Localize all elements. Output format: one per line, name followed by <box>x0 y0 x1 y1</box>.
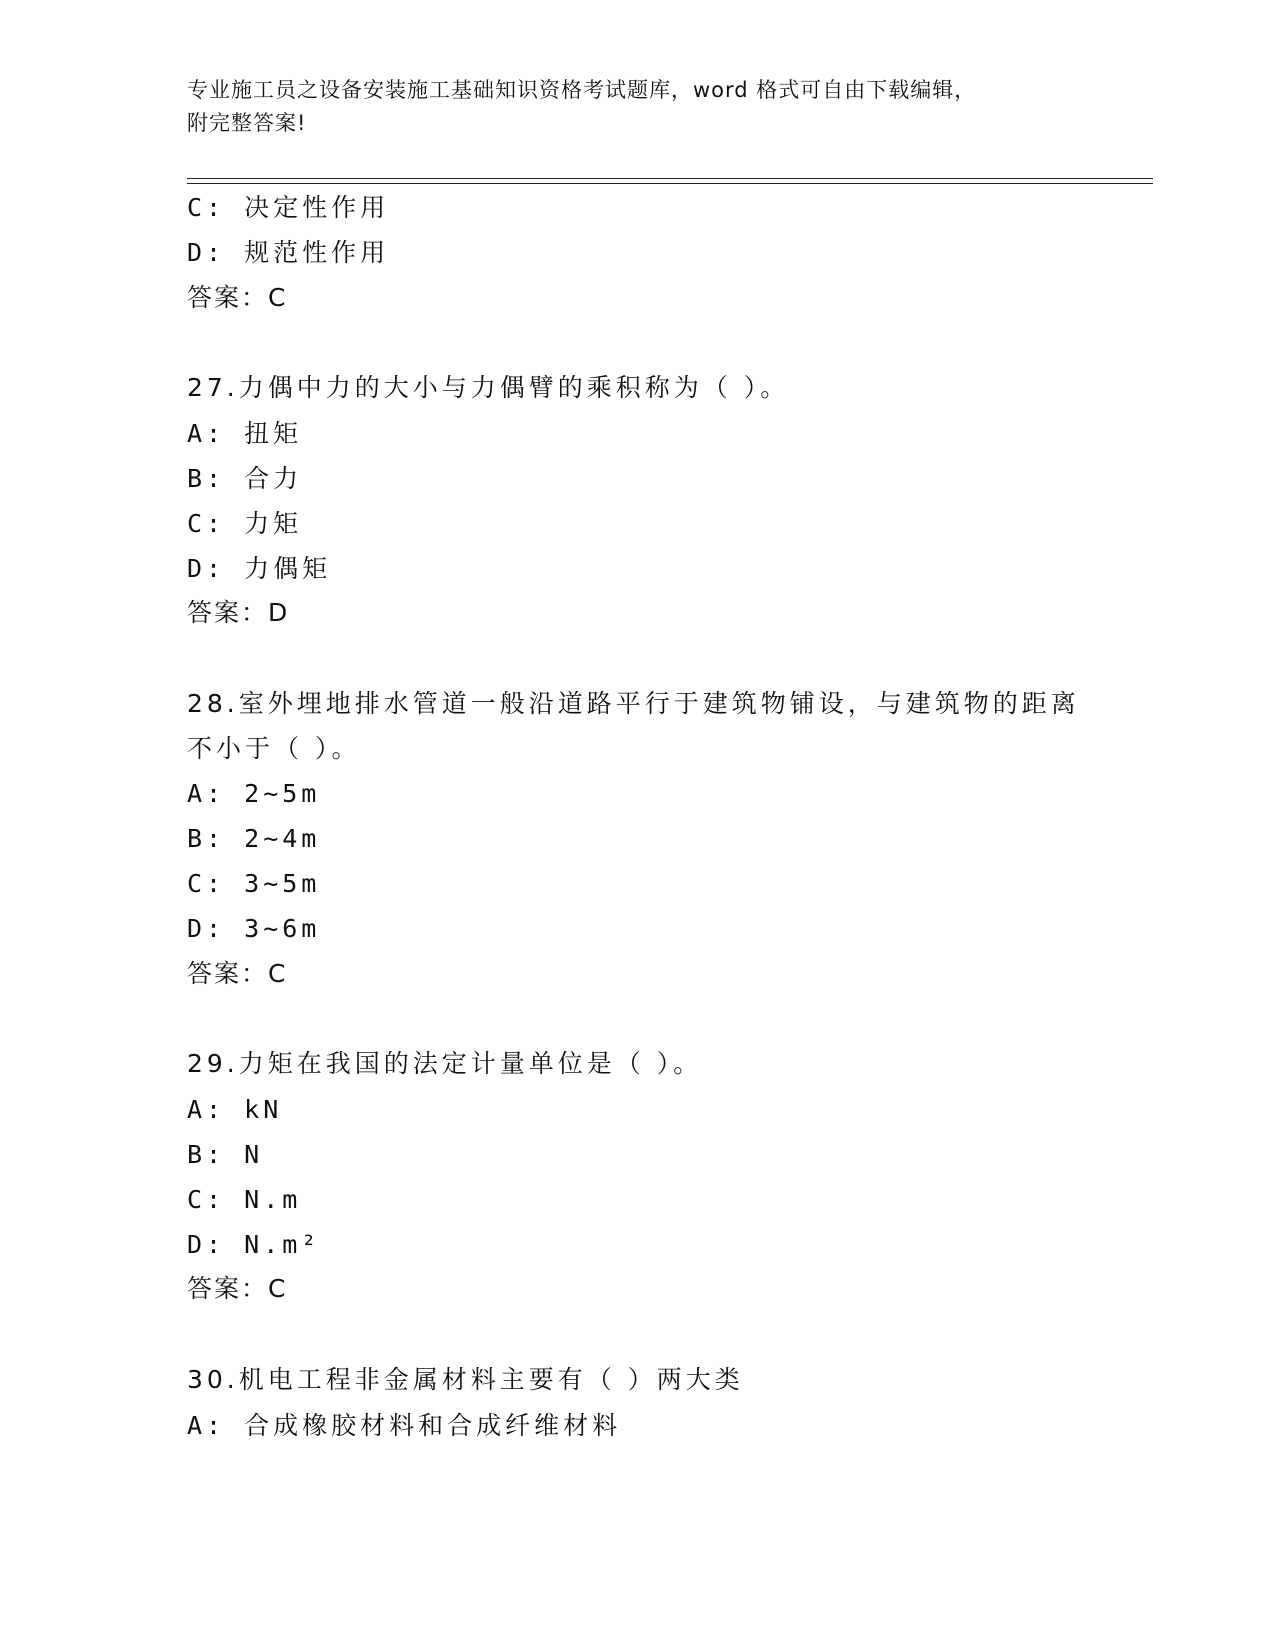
question-28-stem-line-1: 28.室外埋地排水管道一般沿道路平行于建筑物铺设，与建筑物的距离 <box>187 689 1080 718</box>
question-27-option-c: C: 力矩 <box>187 509 303 538</box>
question-29-stem: 29.力矩在我国的法定计量单位是（ ）。 <box>187 1049 703 1078</box>
question-28-answer: 答案：C <box>187 959 288 988</box>
question-28-option-a: A: 2~5m <box>187 779 321 808</box>
question-27-answer: 答案：D <box>187 598 290 627</box>
question-27-stem: 27.力偶中力的大小与力偶臂的乘积称为（ ）。 <box>187 373 790 402</box>
question-29-option-c: C: N.m <box>187 1185 302 1214</box>
question-27-option-d: D: 力偶矩 <box>187 554 332 583</box>
option-d: D: 规范性作用 <box>187 238 390 267</box>
question-28-option-b: B: 2~4m <box>187 824 321 853</box>
question-29-option-d: D: N.m² <box>187 1230 321 1259</box>
question-29-answer: 答案：C <box>187 1274 288 1303</box>
question-28-option-d: D: 3~6m <box>187 914 321 943</box>
header-line-2: 附完整答案! <box>187 111 307 135</box>
question-29-option-a: A: kN <box>187 1095 283 1124</box>
question-27-option-b: B: 合力 <box>187 464 303 493</box>
document-header <box>187 74 1067 140</box>
question-28-option-c: C: 3~5m <box>187 869 321 898</box>
header-divider-bottom <box>187 183 1153 184</box>
question-28-stem-line-2: 不小于（ ）。 <box>187 734 361 763</box>
header-divider-top <box>187 178 1153 179</box>
answer-line: 答案：C <box>187 283 288 312</box>
question-27-option-a: A: 扭矩 <box>187 419 303 448</box>
header-line-1: 专业施工员之设备安装施工基础知识资格考试题库，word 格式可自由下载编辑， <box>187 78 977 102</box>
option-c: C: 决定性作用 <box>187 193 390 222</box>
question-29-option-b: B: N <box>187 1140 264 1169</box>
question-30-stem: 30.机电工程非金属材料主要有（ ）两大类 <box>187 1365 744 1394</box>
question-30-option-a: A: 合成橡胶材料和合成纤维材料 <box>187 1411 622 1440</box>
